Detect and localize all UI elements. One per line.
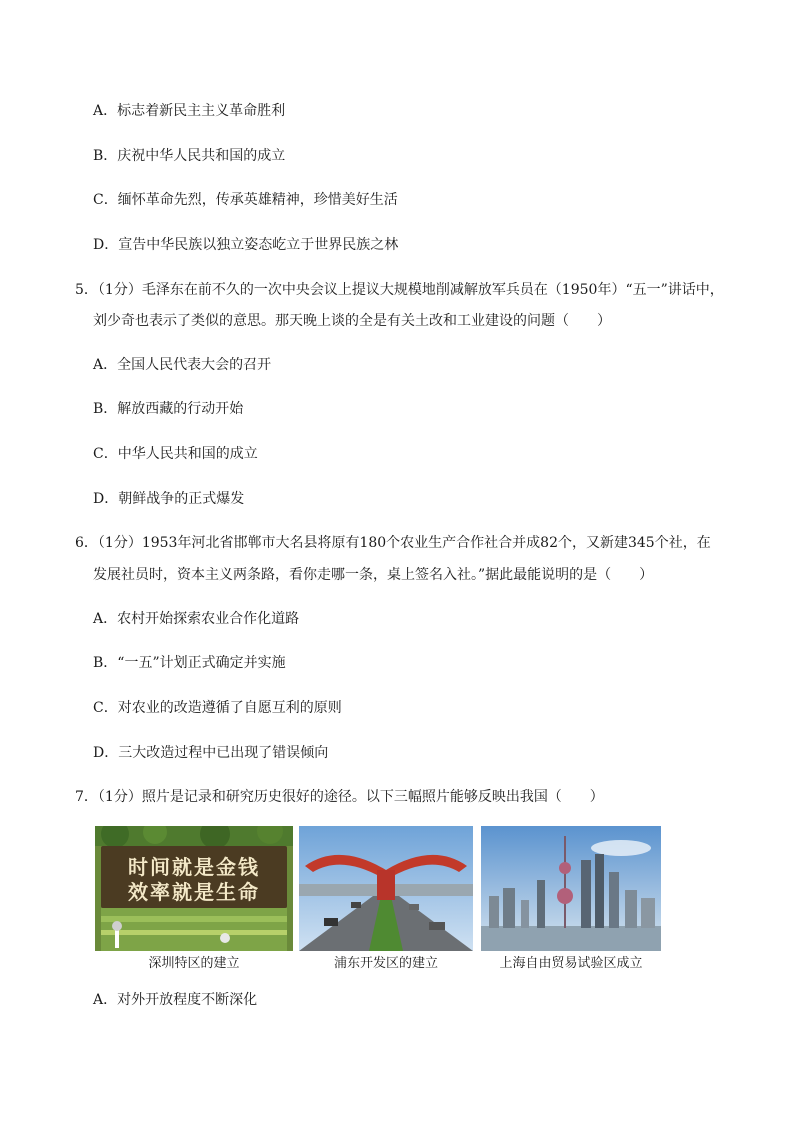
photo-shanghai-image	[481, 826, 661, 951]
q6-option-b: B．“一五”计划正式确定并实施	[93, 655, 286, 671]
shenzhen-sign-line1: 时间就是金钱	[128, 855, 260, 879]
q7-option-a: A．对外开放程度不断深化	[93, 992, 258, 1008]
caption-pudong: 浦东开发区的建立	[333, 956, 438, 971]
q5-stem-line1: 5．（1分）毛泽东在前不久的一次中央会议上提议大规模地削减解放军兵员在（1950年）“五一”讲话中，	[75, 282, 724, 298]
q5-option-d: D．朝鲜战争的正式爆发	[93, 491, 245, 507]
q4-option-a: A．标志着新民主主义革命胜利	[93, 103, 286, 119]
q5-option-c: C．中华人民共和国的成立	[93, 446, 258, 462]
caption-shenzhen: 深圳特区的建立	[148, 956, 240, 971]
shenzhen-sign-line2: 效率就是生命	[128, 880, 260, 904]
q5-option-b: B．解放西藏的行动开始	[93, 401, 244, 417]
q6-option-c: C．对农业的改造遵循了自愿互利的原则	[93, 700, 342, 716]
q4-option-c: C．缅怀革命先烈，传承英雄精神，珍惜美好生活	[93, 192, 398, 208]
q5-option-a: A．全国人民代表大会的召开	[93, 357, 272, 373]
photo-pudong	[299, 826, 473, 951]
q6-stem-line1: 6．（1分）1953年河北省邯郸市大名县将原有180个农业生产合作社合并成82个，又新建345个社，在	[75, 535, 711, 551]
photo-shenzhen	[95, 826, 293, 951]
caption-shanghai: 上海自由贸易试验区成立	[499, 956, 643, 971]
photo-pudong-image	[299, 826, 473, 951]
q6-stem-line2: 发展社员时，资本主义两条路，看你走哪一条，桌上签名入社。”据此最能说明的是（ ）	[93, 567, 654, 583]
photo-shanghai	[481, 826, 661, 951]
q5-stem-line2: 刘少奇也表示了类似的意思。那天晚上谈的全是有关土改和工业建设的问题（ ）	[93, 313, 611, 329]
q4-option-b: B．庆祝中华人民共和国的成立	[93, 148, 286, 164]
q7-stem-line1: 7．（1分）照片是记录和研究历史很好的途径。以下三幅照片能够反映出我国（ ）	[75, 789, 604, 805]
q4-option-d: D．宣告中华民族以独立姿态屹立于世界民族之林	[93, 237, 399, 253]
q6-option-a: A．农村开始探索农业合作化道路	[93, 611, 300, 627]
q7-photo-group	[95, 826, 661, 974]
q6-option-d: D．三大改造过程中已出现了错误倾向	[93, 745, 329, 761]
